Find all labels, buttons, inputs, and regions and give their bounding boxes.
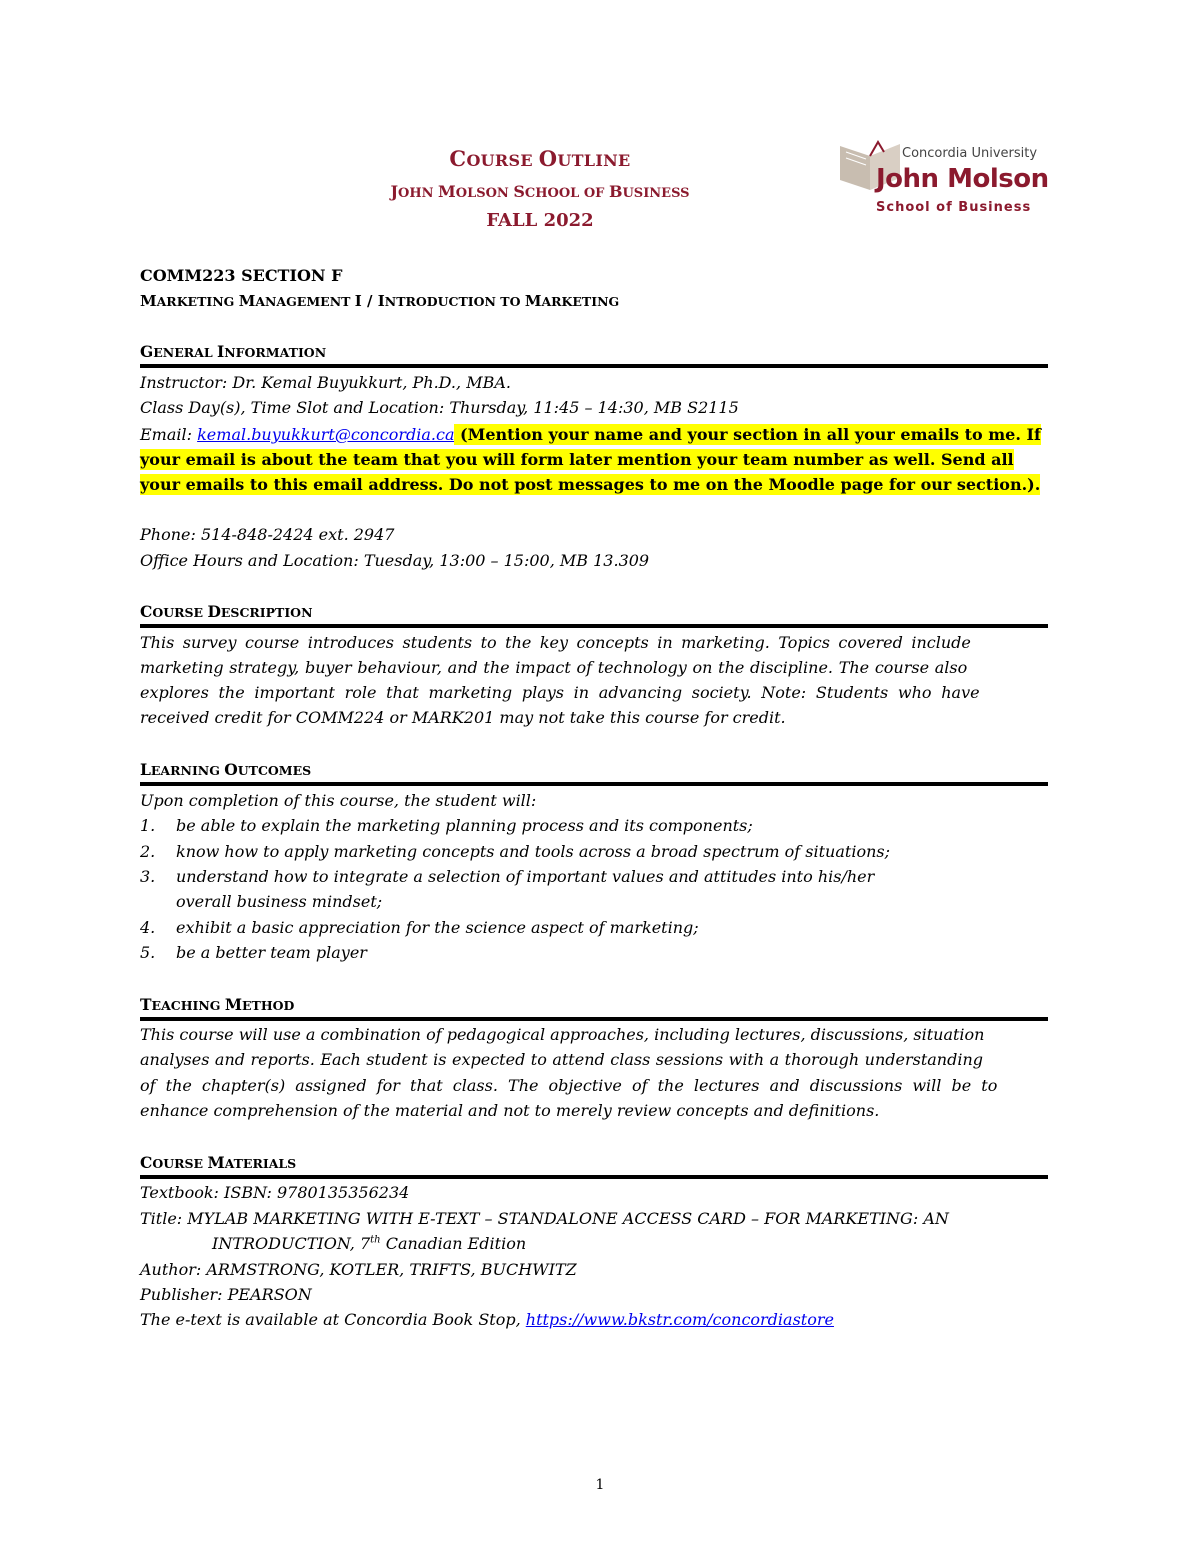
section-rule bbox=[140, 624, 1048, 628]
list-item: exhibit a basic appreciation for the science aspect of marketing; bbox=[176, 918, 699, 937]
section-rule bbox=[140, 782, 1048, 786]
teaching-line: enhance comprehension of the material and not to merely review concepts and definitions. bbox=[140, 1101, 880, 1120]
section-heading-teaching: TEACHING METHOD bbox=[140, 995, 295, 1014]
office-hours: Office Hours and Location: Tuesday, 13:00 – 15:00, MB 13.309 bbox=[140, 551, 650, 570]
list-item: be able to explain the marketing planning process and its components; bbox=[176, 816, 753, 835]
page-number: 1 bbox=[595, 1477, 605, 1493]
teaching-line: analyses and reports. Each student is expected to attend class sessions with a thorough understanding bbox=[140, 1050, 984, 1069]
term: FALL 2022 bbox=[486, 210, 594, 231]
email-note: (Mention your name and your section in all your emails to me. If your email is about the team that you will form later mention your team number as well. Send all your emails to this email address. Do not post messages to me on the Moodle page for our section.). bbox=[140, 425, 1041, 494]
list-item: know how to apply marketing concepts and tools across a broad spectrum of situations; bbox=[176, 842, 890, 861]
bookstore-link[interactable]: https://www.bkstr.com/concordiastore bbox=[525, 1310, 834, 1329]
list-item-number: 4. bbox=[140, 918, 156, 937]
phone: Phone: 514-848-2424 ext. 2947 bbox=[140, 525, 395, 544]
section-heading-general: GENERAL INFORMATION bbox=[140, 342, 327, 361]
list-item-continued: overall business mindset; bbox=[176, 892, 383, 911]
etext-info: The e-text is available at Concordia Book Stop, https://www.bkstr.com/concordiastore bbox=[140, 1310, 834, 1329]
textbook-title: Title: MYLAB MARKETING WITH E-TEXT – STANDALONE ACCESS CARD – FOR MARKETING: AN bbox=[140, 1209, 949, 1228]
instructor: Instructor: Dr. Kemal Buyukkurt, Ph.D., MBA. bbox=[140, 373, 511, 392]
teaching-line: of the chapter(s) assigned for that class. The objective of the lectures and discussions will be to bbox=[140, 1076, 998, 1095]
list-item-number: 1. bbox=[140, 816, 156, 835]
outcomes-intro: Upon completion of this course, the student will: bbox=[140, 791, 537, 810]
textbook-title-cont: INTRODUCTION, 7th Canadian Edition bbox=[212, 1234, 527, 1253]
logo-university: Concordia University bbox=[902, 146, 1038, 161]
textbook-isbn: Textbook: ISBN: 9780135356234 bbox=[140, 1183, 410, 1202]
instructor-email-link[interactable]: kemal.buyukkurt@concordia.ca bbox=[197, 425, 455, 444]
section-rule bbox=[140, 364, 1048, 368]
list-item: understand how to integrate a selection of important values and attitudes into his/her bbox=[176, 867, 875, 886]
list-item: be a better team player bbox=[176, 943, 367, 962]
list-item-number: 2. bbox=[140, 842, 156, 861]
course-name: MARKETING MANAGEMENT I / INTRODUCTION TO MARKETING bbox=[140, 292, 620, 310]
section-rule bbox=[140, 1017, 1048, 1021]
logo-sub: School of Business bbox=[876, 200, 1032, 215]
description-line: marketing strategy, buyer behaviour, and the impact of technology on the discipline. The course also bbox=[140, 658, 968, 677]
description-line: received credit for COMM224 or MARK201 may not take this course for credit. bbox=[140, 708, 786, 727]
section-heading-outcomes: LEARNING OUTCOMES bbox=[140, 760, 312, 779]
page-title: COURSE OUTLINE bbox=[449, 146, 631, 171]
list-item-number: 5. bbox=[140, 943, 156, 962]
email-block: Email: kemal.buyukkurt@concordia.ca (Mention your name and your section in all your emails to me. If your email is about the team that you will form later mention your team number as well. Send all your emails to this email address. Do not post messages to me on the Moodle page for our section.). bbox=[140, 425, 1041, 494]
course-code: COMM223 SECTION F bbox=[140, 266, 343, 285]
teaching-line: This course will use a combination of pedagogical approaches, including lectures, discussions, situation bbox=[140, 1025, 985, 1044]
section-heading-materials: COURSE MATERIALS bbox=[140, 1153, 297, 1172]
class-day: Class Day(s), Time Slot and Location: Thursday, 11:45 – 14:30, MB S2115 bbox=[140, 398, 739, 417]
logo-name: John Molson bbox=[876, 164, 1049, 194]
section-rule bbox=[140, 1175, 1048, 1179]
description-line: This survey course introduces students to the key concepts in marketing. Topics covered include bbox=[140, 633, 971, 652]
textbook-publisher: Publisher: PEARSON bbox=[140, 1285, 312, 1304]
school-name: JOHN MOLSON SCHOOL OF BUSINESS bbox=[390, 182, 690, 201]
university-logo bbox=[840, 140, 1060, 222]
textbook-author: Author: ARMSTRONG, KOTLER, TRIFTS, BUCHWITZ bbox=[140, 1260, 577, 1279]
description-line: explores the important role that marketing plays in advancing society. Note: Students who have bbox=[140, 683, 980, 702]
list-item-number: 3. bbox=[140, 867, 156, 886]
section-heading-description: COURSE DESCRIPTION bbox=[140, 602, 313, 621]
